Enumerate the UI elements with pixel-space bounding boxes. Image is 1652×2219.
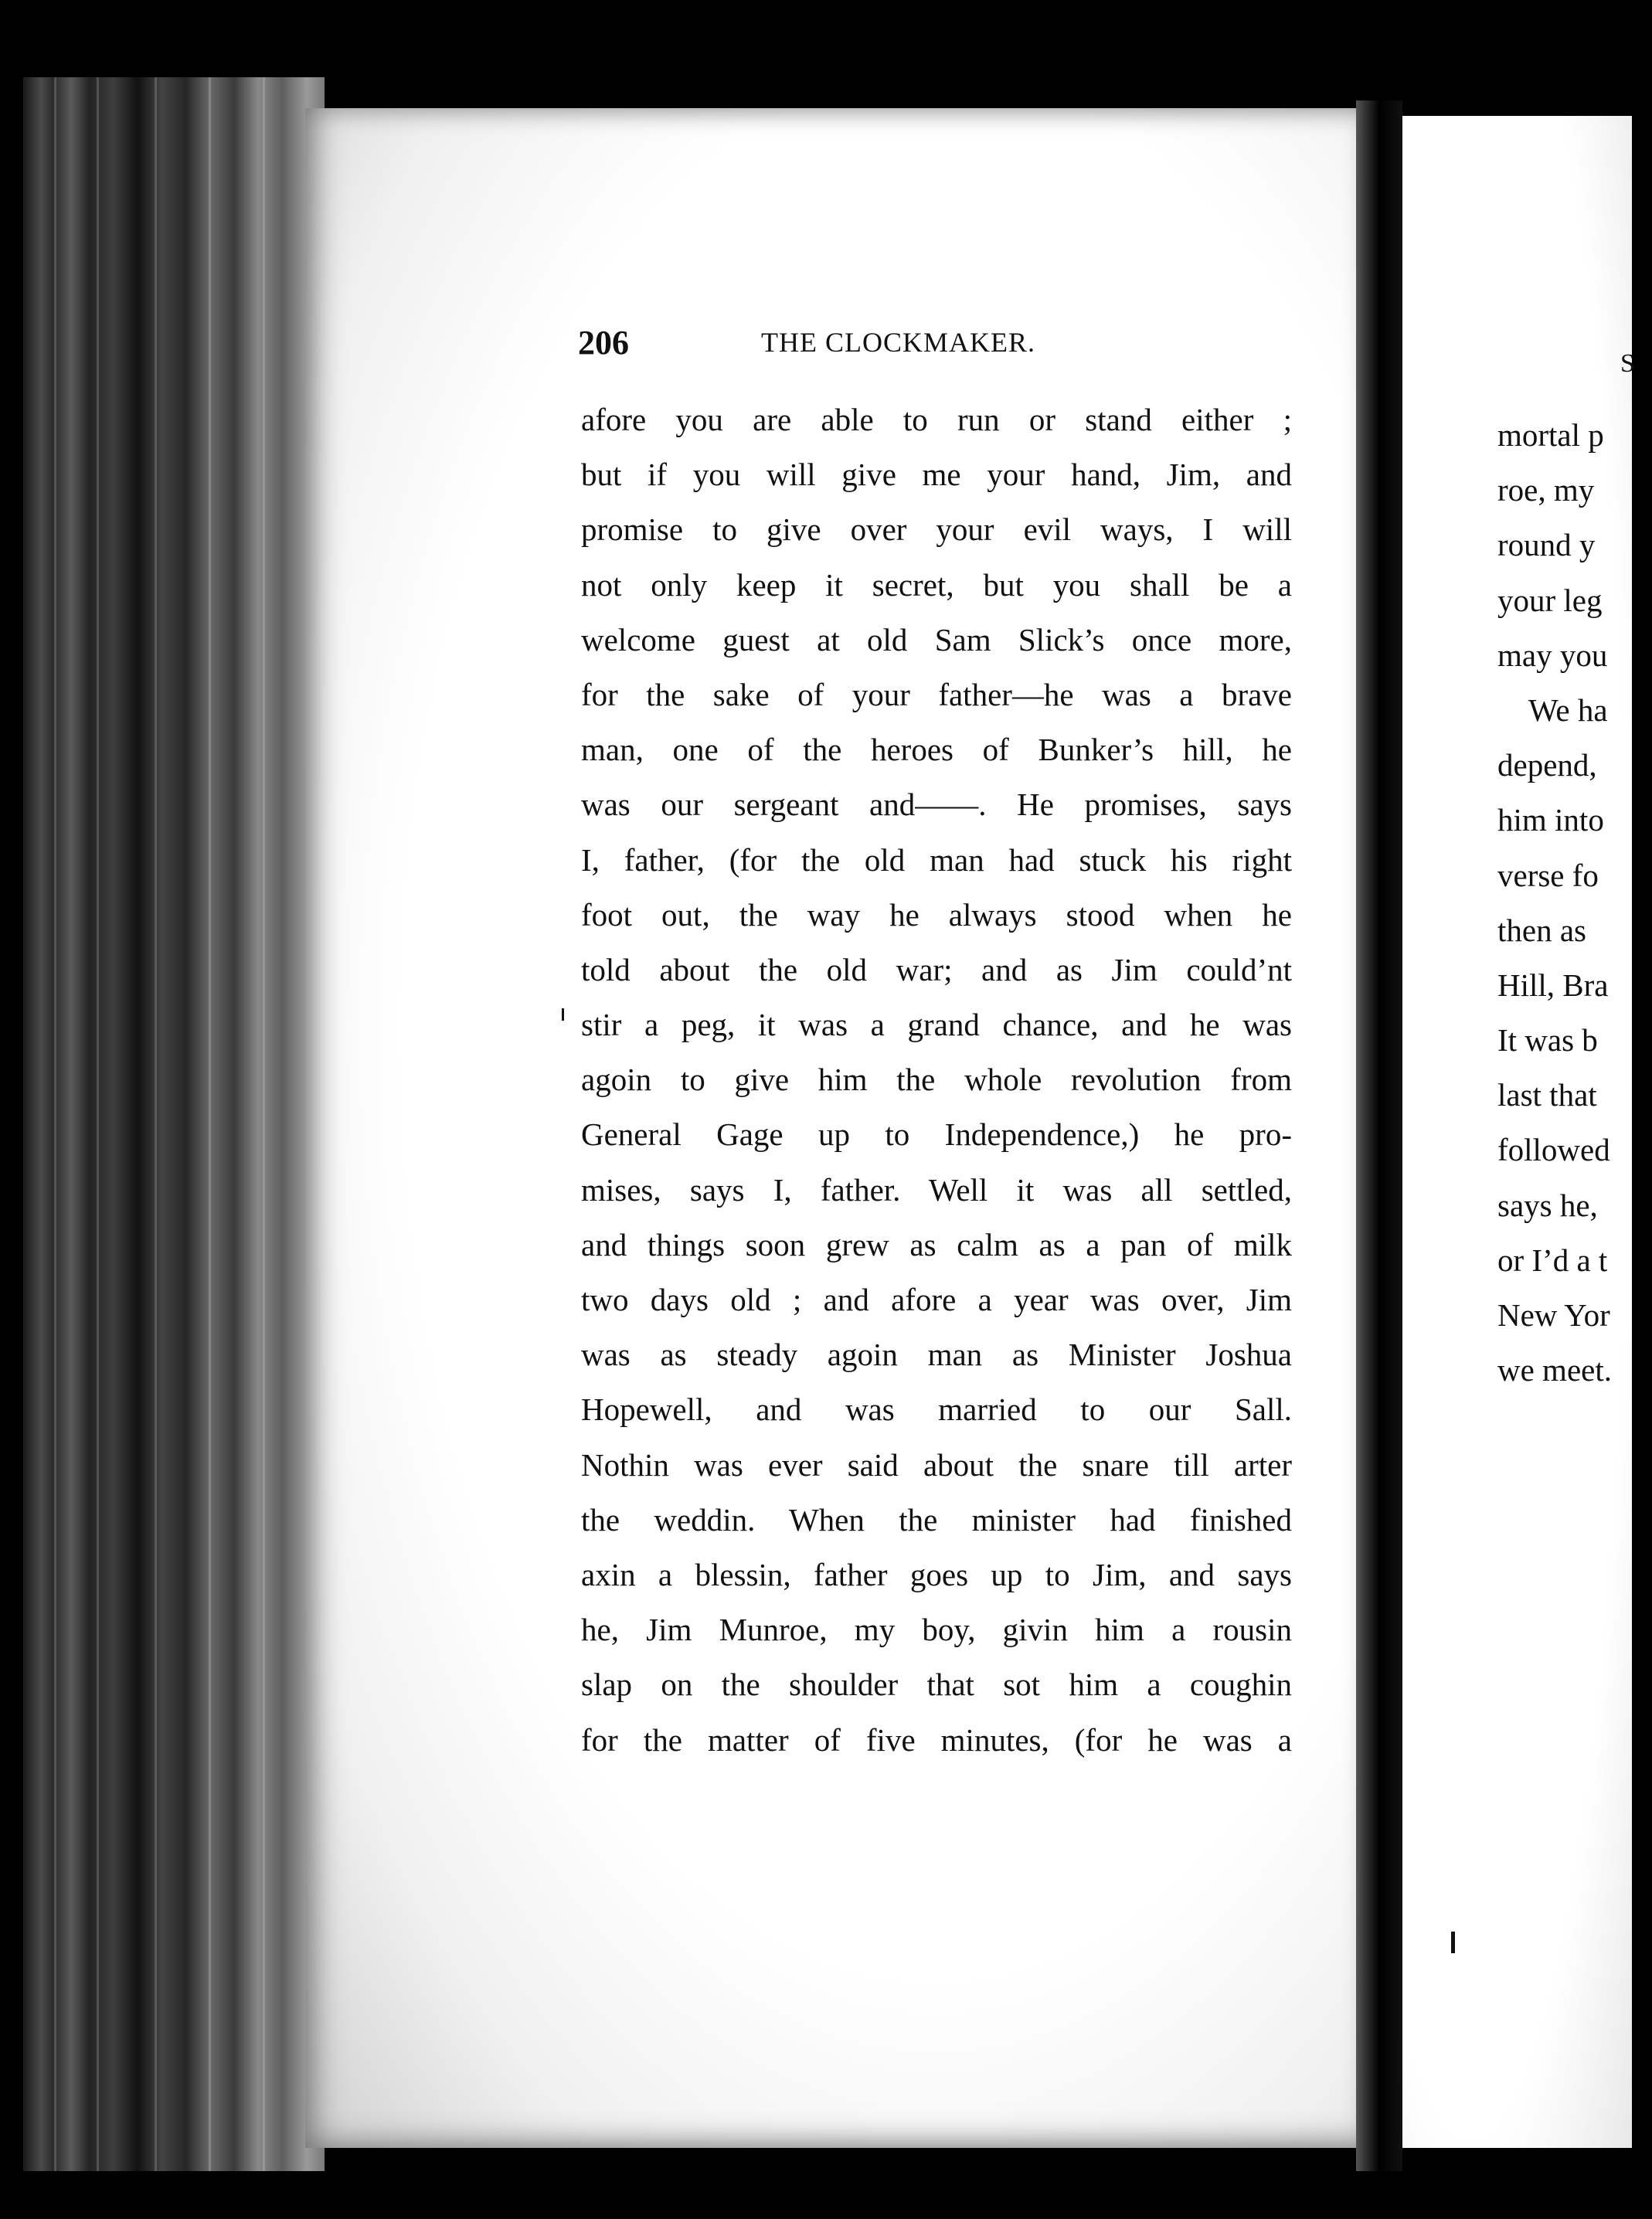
- text-line: It was b: [1497, 1022, 1598, 1059]
- page-edge-line: [97, 77, 99, 2171]
- stray-ink-mark: [562, 1008, 564, 1021]
- text-line: but if you will give me your hand, Jim, and: [581, 457, 1292, 493]
- text-line: was as steady agoin man as Minister Joshua: [581, 1337, 1292, 1373]
- text-line: agoin to give him the whole revolution from: [581, 1062, 1292, 1098]
- text-line: he, Jim Munroe, my boy, givin him a rousin: [581, 1612, 1292, 1648]
- text-line: foot out, the way he always stood when he: [581, 896, 1292, 933]
- page-edge-line: [209, 77, 211, 2171]
- text-line: the weddin. When the minister had finished: [581, 1501, 1292, 1538]
- text-line: roe, my: [1497, 472, 1595, 508]
- text-line: or I’d a t: [1497, 1242, 1608, 1278]
- page-edge-line: [54, 77, 56, 2171]
- text-line: General Gage up to Independence,) he pro-: [581, 1116, 1292, 1153]
- text-line: may you: [1497, 637, 1608, 673]
- text-line: round y: [1497, 527, 1596, 563]
- text-line: verse fo: [1497, 857, 1599, 893]
- text-line: says he,: [1497, 1187, 1598, 1223]
- right-page-body: [1497, 408, 1652, 1398]
- text-line: Nothin was ever said about the snare till arter: [581, 1446, 1292, 1483]
- text-line: we meet.: [1497, 1352, 1612, 1388]
- text-line: axin a blessin, father goes up to Jim, and says: [581, 1556, 1292, 1592]
- book-page-edges: [23, 77, 325, 2171]
- text-line: promise to give over your evil ways, I will: [581, 511, 1292, 548]
- text-line: Hill, Bra: [1497, 967, 1609, 1003]
- text-line: Hopewell, and was married to our Sall.: [581, 1392, 1292, 1428]
- text-line: for the sake of your father—he was a brave: [581, 676, 1292, 712]
- text-line: then as: [1497, 912, 1586, 948]
- left-page-body: [581, 392, 1292, 1768]
- stray-ink-mark: [1451, 1932, 1455, 1953]
- text-line: slap on the shoulder that sot him a coughin: [581, 1667, 1292, 1703]
- text-line: New Yor: [1497, 1297, 1610, 1333]
- text-line: man, one of the heroes of Bunker’s hill, he: [581, 732, 1292, 768]
- text-line: him into: [1497, 802, 1604, 838]
- text-line: not only keep it secret, but you shall be a: [581, 566, 1292, 603]
- text-line: told about the old war; and as Jim could’nt: [581, 951, 1292, 987]
- page-edge-line: [263, 77, 265, 2171]
- text-line: stir a peg, it was a grand chance, and he was: [581, 1007, 1292, 1043]
- text-line: for the matter of five minutes, (for he was a: [581, 1721, 1292, 1758]
- text-line: followed: [1497, 1132, 1610, 1168]
- text-line: We ha: [1528, 692, 1608, 728]
- page-number: 206: [578, 324, 629, 362]
- text-line: mortal p: [1497, 417, 1604, 453]
- text-line: welcome guest at old Sam Slick’s once more,: [581, 621, 1292, 658]
- text-line: two days old ; and afore a year was over, Jim: [581, 1282, 1292, 1317]
- text-line: depend,: [1497, 747, 1597, 783]
- text-line: was our sergeant and——. He promises, says: [581, 787, 1292, 823]
- book-gutter: [1356, 100, 1402, 2171]
- text-line: I, father, (for the old man had stuck his right: [581, 841, 1292, 878]
- text-line: afore you are able to run or stand either ;: [581, 402, 1292, 437]
- text-line: last that: [1497, 1077, 1597, 1113]
- text-line: your leg: [1497, 582, 1603, 618]
- running-head: THE CLOCKMAKER.: [761, 327, 1035, 358]
- page-edge-line: [155, 77, 157, 2171]
- right-running-head: S: [1620, 349, 1635, 378]
- text-line: and things soon grew as calm as a pan of milk: [581, 1226, 1292, 1262]
- text-line: mises, says I, father. Well it was all settled,: [581, 1171, 1292, 1208]
